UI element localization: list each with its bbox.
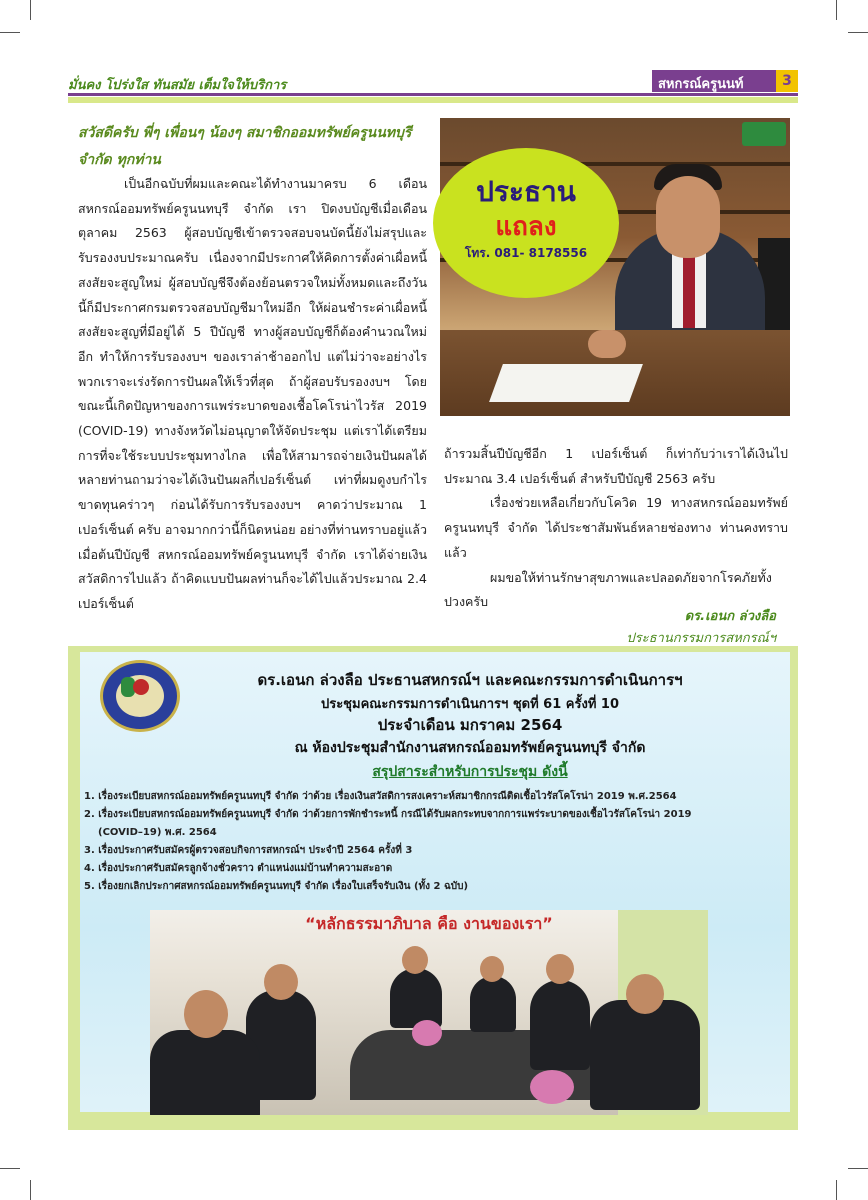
article-greeting: สวัสดีครับ พี่ๆ เพื่อนๆ น้องๆ สมาชิกออมทรัพย์ครูนนทบุรี จำกัด ทุกท่าน — [78, 125, 412, 168]
list-item-continuation: (COVID–19) พ.ศ. 2564 — [98, 827, 217, 838]
summary-heading: สรุปสาระสำหรับการประชุม ดังนี้ — [372, 764, 568, 780]
crop-mark — [30, 0, 31, 20]
crop-mark — [30, 1180, 31, 1200]
banner-text: “หลักธรรมาภิบาล คือ งานของเรา” — [305, 914, 553, 933]
signer-name: ดร.เอนก ล่วงลือ — [684, 609, 776, 624]
paragraph: ถ้ารวมสิ้นปีบัญชีอีก 1 เปอร์เซ็นต์ ก็เท่ากับว่าเราได้เงินไปประมาณ 3.4 เปอร์เซ็นต์ สำหรับปีบัญชี 2563 ครับ — [444, 446, 788, 486]
crop-mark — [0, 1168, 20, 1169]
paragraph: เป็นอีกฉบับที่ผมและคณะได้ทำงานมาครบ 6 เดือน สหกรณ์ออมทรัพย์ครูนนทบุรี จำกัด เรา ปิดงบบัญชีเมื่อเดือนตุลาคม 2563 ผู้สอบบัญชีเข้าตรวจสอบจนบัดนี้ยังไม่สรุปและรับรองงบประมาณครับ เนื่องจากมีประกาศให้คิดการตั้งค่าเผื่อหนี้สงสัยจะสูญใหม่ ผู้สอบบัญชีจึงต้องย้อนตรวจใหม่ทั้งหมดและถึงวันนี้ก็มีประกาศกรมตรวจสอบบัญชีมาใหม่อีก ให้ผ่อนชำระค่าเผื่อหนี้สงสัยจะสูญที่มีอยู่ได้ 5 ปีบัญชี ทางผู้สอบบัญชีก็ต้องคำนวณใหม่อีก ทำให้การรับรองงบฯ ของเราล่าช้าออกไป แต่ไม่ว่าจะอย่างไร พวกเราจะเร่งรัดการปันผลให้เร็วที่สุด ถ้าผู้สอบรับรองงบฯ โดยขณะนี้เกิดปัญหาของการแพร่ระบาดของเชื้อโคโรน่าไวรัส 2019 (COVID-19) ทางจังหวัดไม่อนุญาตให้จัดประชุม แต่เราได้เตรียมการที่จะใช้ระบบประชุมทางไกล เพื่อให้สามารถจ่ายเงินปันผลได้ หลายท่านถามว่าจะได้เงินปันผลกี่เปอร์เซ็นต์ เท่าที่ผมดูงบกำไรขาดทุนคร่าวๆ ก่อนได้รับการรับรองงบฯ คาดว่าประมาณ 1 เปอร์เซ็นต์ ครับ อาจมากกว่านี้ก็นิดหน่อย อย่างที่ท่านทราบอยู่แล้วเมื่อต้นปีบัญชี สหกรณ์ออมทรัพย์ครูนนทบุรี จำกัด เราได้จ่ายเงินสวัสดิการไปแล้ว ถ้าคิดแบบปันผลท่านก็จะได้ไปแล้วประมาณ 2.4 เปอร์เซ็นต์ — [78, 176, 427, 611]
list-item: 3. เรื่องประกาศรับสมัครผู้ตรวจสอบกิจการสหกรณ์ฯ ประจำปี 2564 ครั้งที่ 3 — [84, 845, 413, 856]
list-item: 1. เรื่องระเบียบสหกรณ์ออมทรัพย์ครูนนทบุรี จำกัด ว่าด้วย เรื่องเงินสวัสดิการสงเคราะห์สมาชิกกรณีติดเชื้อไวรัสโคโรน่า 2019 พ.ศ.2564 — [84, 791, 677, 802]
attendee-head — [184, 990, 228, 1038]
article-body-left — [78, 172, 427, 617]
attendee-head — [264, 964, 298, 1000]
meeting-month: ประจำเดือน มกราคม 2564 — [377, 716, 563, 734]
badge-subtitle: แถลง — [495, 212, 557, 242]
crop-mark — [848, 32, 868, 33]
crop-mark — [836, 1180, 837, 1200]
list-item: 5. เรื่องยกเลิกประกาศสหกรณ์ออมทรัพย์ครูนนทบุรี จำกัด เรื่องใบเสร็จรับเงิน (ทั้ง 2 ฉบับ) — [84, 881, 469, 892]
hand — [588, 330, 626, 358]
meeting-subtitle: ประชุมคณะกรรมการดำเนินการฯ ชุดที่ 61 ครั้งที่ 10 — [320, 697, 620, 712]
attendee — [470, 976, 516, 1032]
tie — [683, 254, 695, 328]
signer-title: ประธานกรรมการสหกรณ์ฯ — [626, 631, 776, 646]
document-paper — [489, 364, 643, 402]
attendee — [590, 1000, 700, 1110]
badge-phone: โทร. 081- 8178556 — [464, 246, 588, 260]
paragraph: ผมขอให้ท่านรักษาสุขภาพและปลอดภัยจากโรคภัยทั้งปวงครับ — [444, 569, 772, 610]
page-number: 3 — [776, 70, 798, 92]
attendee-head — [546, 954, 574, 984]
attendee-head — [480, 956, 504, 982]
meeting-title: ดร.เอนก ล่วงลือ ประธานสหกรณ์ฯ และคณะกรรมการดำเนินการฯ — [257, 671, 683, 689]
head — [656, 176, 720, 258]
meeting-venue: ณ ห้องประชุมสำนักงานสหกรณ์ออมทรัพย์ครูนนทบุรี จำกัด — [294, 740, 646, 756]
wall-sign — [742, 122, 786, 146]
attendee — [530, 980, 590, 1070]
attendee-head — [626, 974, 664, 1014]
badge-title: ประธาน — [476, 175, 576, 208]
header-slogan: มั่นคง โปร่งใส ทันสมัย เต็มใจให้บริการ — [68, 78, 287, 93]
flowers — [412, 1020, 442, 1046]
crop-mark — [0, 32, 20, 33]
president-badge — [433, 148, 619, 298]
crop-mark — [836, 0, 837, 20]
signature-block — [626, 606, 776, 650]
header-rule — [68, 93, 798, 96]
article-body-right — [444, 442, 788, 615]
attendee-head — [402, 946, 428, 974]
attendee — [390, 968, 442, 1028]
header-rule-band — [68, 97, 798, 103]
list-item: 4. เรื่องประกาศรับสมัครลูกจ้างชั่วคราว ตำแหน่งแม่บ้านทำความสะอาด — [84, 863, 393, 874]
list-item: 2. เรื่องระเบียบสหกรณ์ออมทรัพย์ครูนนทบุรี จำกัด ว่าด้วยการพักชำระหนี้ กรณีได้รับผลกระทบจากการแพร่ระบาดของเชื้อไวรัสโคโรน่า 2019 — [84, 809, 692, 820]
magazine-name: สหกรณ์ครูนนท์ — [658, 77, 744, 92]
header-magazine-tab — [652, 70, 798, 92]
logo-seal-icon — [133, 679, 149, 695]
meeting-photo — [150, 910, 708, 1115]
crop-mark — [848, 1168, 868, 1169]
summary-list — [84, 788, 784, 896]
flowers — [530, 1070, 574, 1104]
paragraph: เรื่องช่วยเหลือเกี่ยวกับโควิด 19 ทางสหกรณ์ออมทรัพย์ครูนนทบุรี จำกัด ได้ประชาสัมพันธ์หลายช่องทาง ท่านคงทราบแล้ว — [444, 495, 788, 560]
attendee — [150, 1030, 260, 1115]
